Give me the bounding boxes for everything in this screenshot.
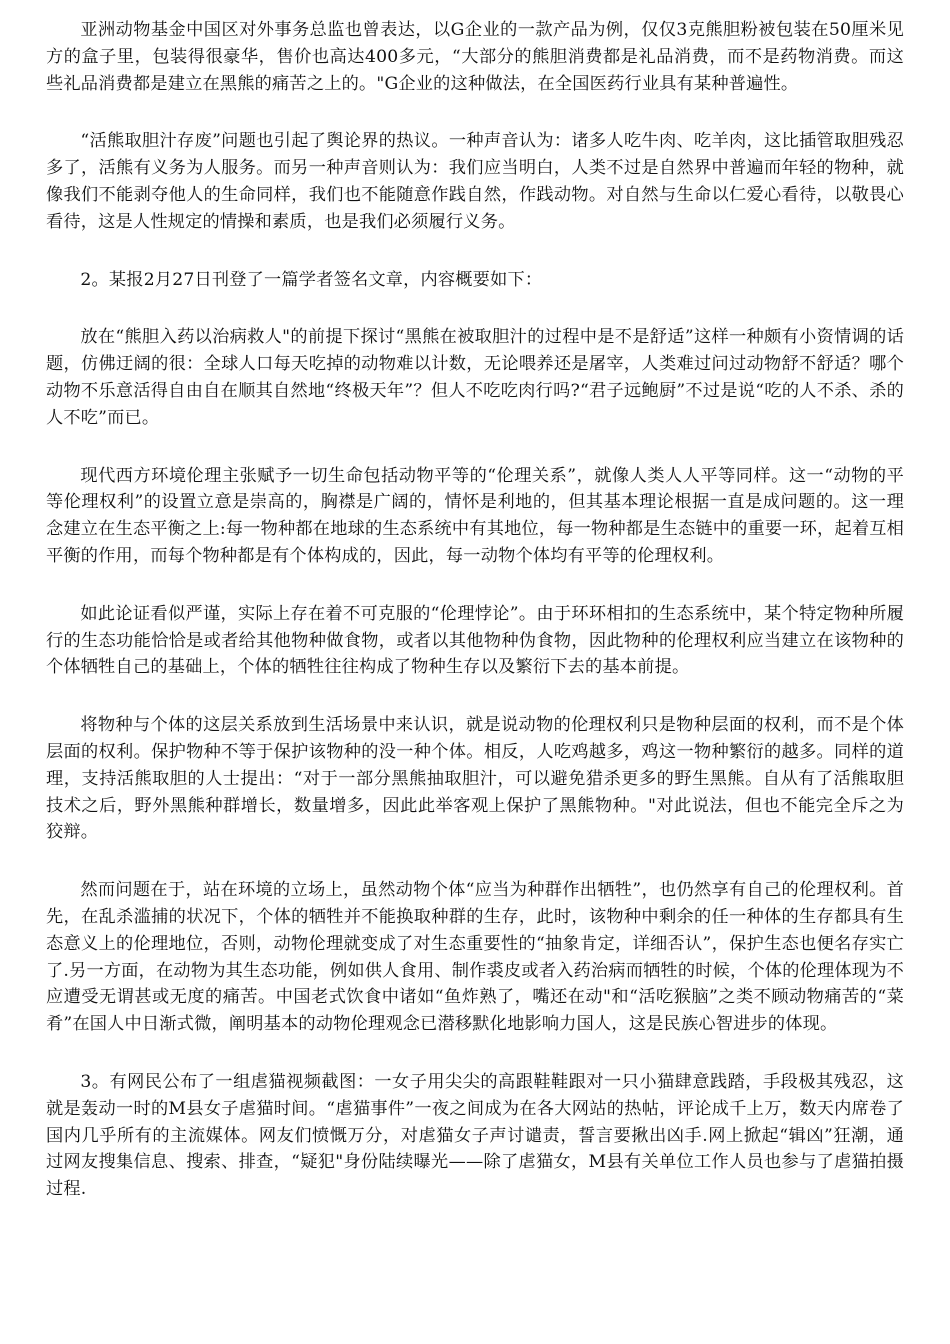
paragraph-item-3-cat-abuse: 3。有网民公布了一组虐猫视频截图：一女子用尖尖的高跟鞋鞋跟对一只小猫肆意践踏，手段极其残忍，这就是轰动一时的M县女子虐猫时间。“虐猫事件”一夜之间成为在各大网站的热帖，评论成千上万，数天内席卷了国内几乎所有的主流媒体。网友们愤慨万分，对虐猫女子声讨谴责，誓言要揪出凶手.网上掀起“辑凶”狂潮，通过网友搜集信息、搜索、排查，“疑犯"身份陆续曝光——除了虐猫女，M县有关单位工作人员也参与了虐猫拍摄过程. — [46, 1071, 904, 1200]
paragraph-gift-consumption: 亚洲动物基金中国区对外事务总监也曾表达，以G企业的一款产品为例，仅仅3克熊胆粉被包装在50厘米见方的盒子里，包装得很豪华，售价也高达400多元，“大部分的熊胆消费都是礼品消费，而不是药物消费。而这些礼品消费都是建立在黑熊的痛苦之上的。"G企业的这种做法，在全国医药行业具有某种普遍性。 — [46, 20, 904, 94]
paragraph-bile-medicine: 放在“熊胆入药以治病救人"的前提下探讨“黑熊在被取胆汁的过程中是不是舒适”这样一种颇有小资情调的话题，仿佛迂阔的很：全球人口每天吃掉的动物难以计数，无论喂养还是屠宰，人类难过问过动物舒不舒适？哪个动物不乐意活得自由自在顺其自然地“终极天年”？但人不吃吃肉行吗?“君子远鲍厨”不过是说“吃的人不杀、杀的人不吃”而已。 — [46, 327, 904, 428]
paragraph-individual-rights: 然而问题在于，站在环境的立场上，虽然动物个体“应当为种群作出牺牲”，也仍然享有自己的伦理权利。首先，在乱杀滥捕的状况下，个体的牺牲并不能换取种群的生存，此时，该物种中剩余的任一种体的生存都具有生态意义上的伦理地位，否则，动物伦理就变成了对生态重要性的“抽象肯定，详细否认”，保护生态也便名存实亡了.另一方面，在动物为其生态功能，例如供人食用、制作裘皮或者入药治病而牺牲的时候，个体的伦理体现为不应遭受无谓甚或无度的痛苦。中国老式饮食中诸如“鱼炸熟了，嘴还在动"和“活吃猴脑”之类不顾动物痛苦的“菜肴”在国人中日渐式微，阐明基本的动物伦理观念已潜移默化地影响力国人，这是民族心智进步的体现。 — [46, 880, 904, 1035]
paragraph-item-2-intro: 2。某报2月27日刊登了一篇学者签名文章，内容概要如下： — [80, 269, 543, 290]
paragraph-public-debate: “活熊取胆汁存废”问题也引起了舆论界的热议。一种声音认为：诸多人吃牛肉、吃羊肉，这比插管取胆残忍多了，活熊有义务为人服务。而另一种声音则认为：我们应当明白，人类不过是自然界中普遍而年轻的物种，就像我们不能剥夺他人的生命同样，我们也不能随意作践自然，作践动物。对自然与生命以仁爱心看待，以敬畏心看待，这是人性规定的情操和素质，也是我们必须履行义务。 — [46, 131, 904, 232]
paragraph-ethical-paradox: 如此论证看似严谨，实际上存在着不可克服的“伦理悖论”。由于环环相扣的生态系统中，某个特定物种所履行的生态功能恰恰是或者给其他物种做食物，或者以其他物种伪食物，因此物种的伦理权利应当建立在该物种的个体牺牲自己的基础上，个体的牺牲往往构成了物种生存以及繁衍下去的基本前提。 — [46, 603, 904, 678]
paragraph-species-individual: 将物种与个体的这层关系放到生活场景中来认识，就是说动物的伦理权利只是物种层面的权利，而不是个体层面的权利。保护物种不等于保护该物种的没一种个体。相反，人吃鸡越多，鸡这一物种繁衍的越多。同样的道理，支持活熊取胆的人士提出：“对于一部分黑熊抽取胆汁，可以避免猎杀更多的野生黑熊。自从有了活熊取胆技术之后，野外黑熊种群增长，数量增多，因此此举客观上保护了黑熊物种。"对此说法，但也不能完全斥之为狡辩。 — [46, 715, 904, 843]
paragraph-western-ethics: 现代西方环境伦理主张赋予一切生命包括动物平等的“伦理关系”，就像人类人人平等同样。这一“动物的平等伦理权利”的设置立意是崇高的，胸襟是广阔的，情怀是利地的，但其基本理论根据一直是成问题的。这一理念建立在生态平衡之上:每一物种都在地球的生态系统中有其地位，每一物种都是生态链中的重要一环，起着互相平衡的作用，而每个物种都是有个体构成的，因此，每一动物个体均有平等的伦理权利。 — [46, 465, 904, 566]
